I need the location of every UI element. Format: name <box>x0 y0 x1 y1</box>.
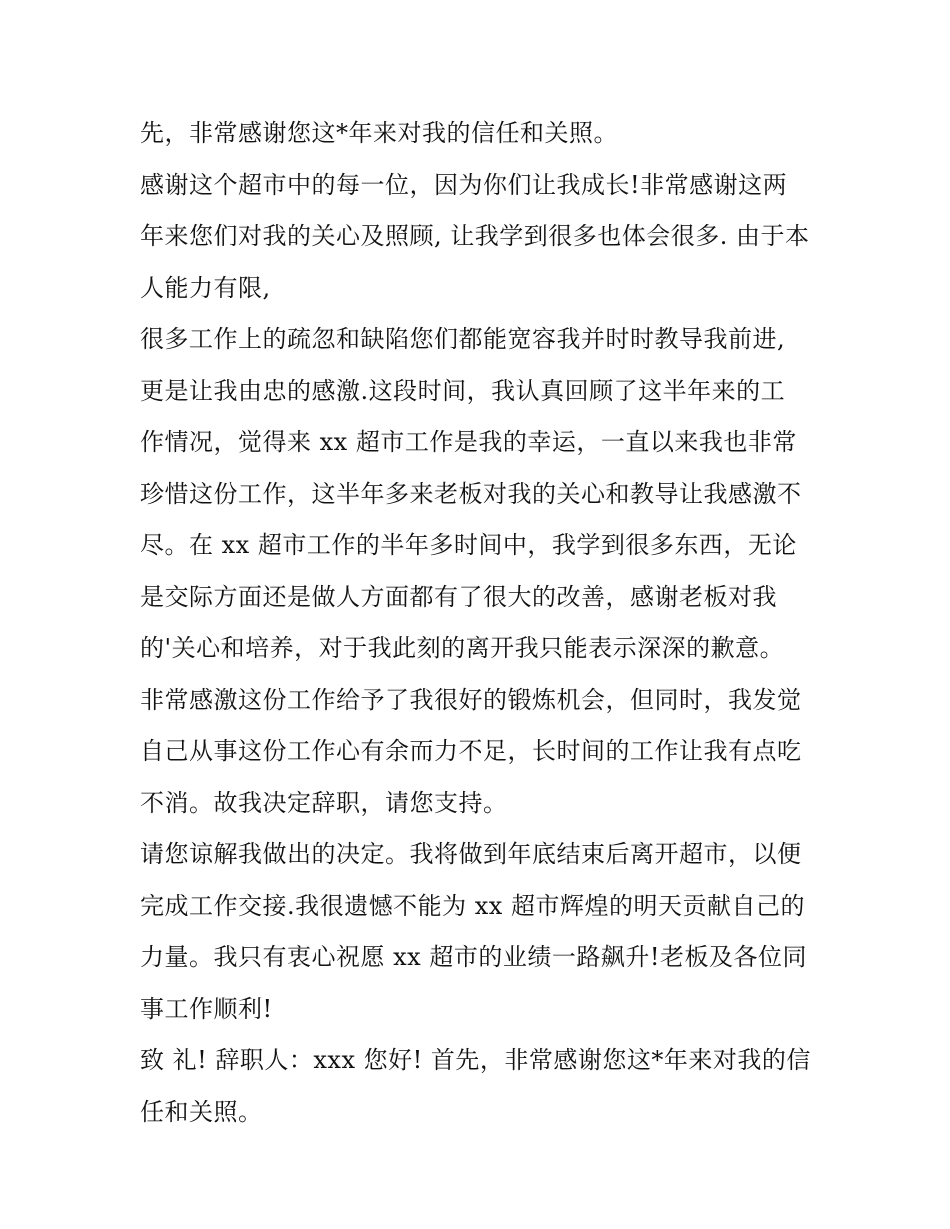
text-line: 致 礼! 辞职人：xxx 您好! 首先，非常感谢您这*年来对我的信 <box>140 1046 811 1074</box>
text-line: 是交际方面还是做人方面都有了很大的改善，感谢老板对我 <box>140 582 777 611</box>
text-line: 先，非常感谢您这*年来对我的信任和关照。 <box>140 119 618 147</box>
letter-body <box>140 108 820 1138</box>
text-line: 人能力有限, <box>140 273 271 302</box>
text-line: 完成工作交接.我很遗憾不能为 xx 超市辉煌的明天贡献自己的 <box>140 891 805 920</box>
text-line: 感谢这个超市中的每一位，因为你们让我成长!非常感谢这两 <box>140 170 788 199</box>
text-line: 更是让我由忠的感激.这段时间，我认真回顾了这半年来的工 <box>140 376 786 405</box>
text-line: 珍惜这份工作，这半年多来老板对我的关心和教导让我感激不 <box>140 479 802 508</box>
text-line: 很多工作上的疏忽和缺陷您们都能宽容我并时时教导我前进, <box>140 325 786 353</box>
text-line: 请您谅解我做出的决定。我将做到年底结束后离开超市，以便 <box>140 840 802 868</box>
text-line: 非常感激这份工作给予了我很好的锻炼机会，但同时，我发觉 <box>140 685 802 714</box>
text-line: 尽。在 xx 超市工作的半年多时间中，我学到很多东西，无论 <box>140 531 797 559</box>
text-line: 自己从事这份工作心有余而力不足，长时间的工作让我有点吃 <box>140 737 802 765</box>
text-line: 力量。我只有衷心祝愿 xx 超市的业绩一路飙升!老板及各位同 <box>140 943 807 971</box>
text-line: 作情况，觉得来 xx 超市工作是我的幸运，一直以来我也非常 <box>140 428 797 456</box>
text-line: 的'关心和培养，对于我此刻的离开我只能表示深深的歉意。 <box>140 634 785 662</box>
text-line: 不消。故我决定辞职，请您支持。 <box>140 788 508 817</box>
text-line: 年来您们对我的关心及照顾, 让我学到很多也体会很多. 由于本 <box>140 222 810 250</box>
text-line: 事工作顺利! <box>140 994 273 1023</box>
text-line: 任和关照。 <box>140 1097 263 1126</box>
